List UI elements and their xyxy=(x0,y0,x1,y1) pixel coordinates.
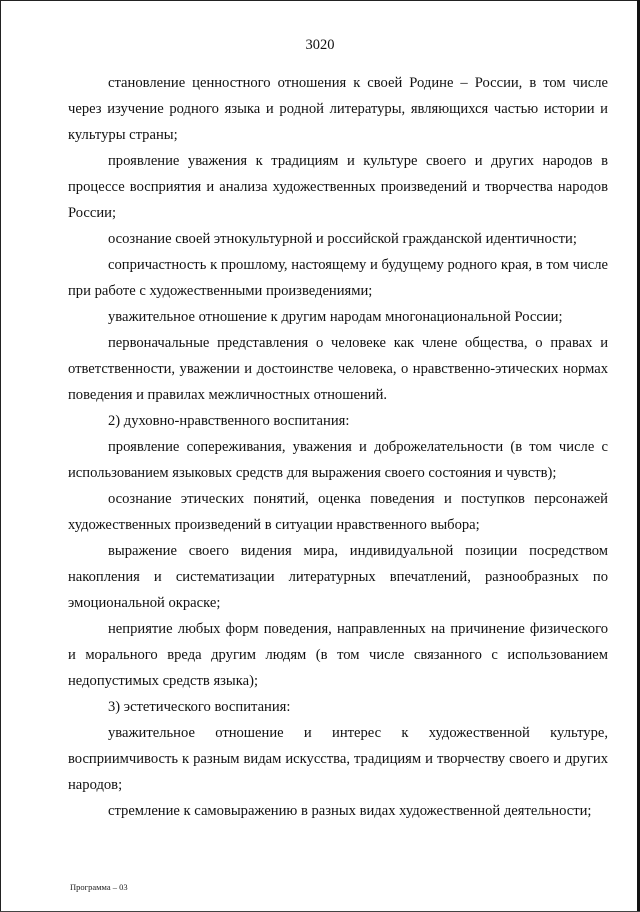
paragraph: уважительное отношение и интерес к художественной культуре, восприимчивость к разным видам искусства, традициям и творчеству своего и других народов; xyxy=(68,725,608,793)
paragraph: становление ценностного отношения к своей Родине – России, в том числе через изучение родного языка и родной литературы, являющихся частью истории и культуры страны; xyxy=(68,75,608,143)
paragraph: осознание своей этнокультурной и российской гражданской идентичности; xyxy=(108,231,577,247)
paragraph: проявление сопереживания, уважения и доброжелательности (в том числе с использованием языковых средств для выражения своего состояния и чувств); xyxy=(68,439,608,481)
paragraph: стремление к самовыражению в разных видах художественной деятельности; xyxy=(108,803,592,819)
page-number: 3020 xyxy=(305,37,335,53)
paragraph: уважительное отношение к другим народам многонациональной России; xyxy=(108,309,563,325)
paragraph: выражение своего видения мира, индивидуальной позиции посредством накопления и систематизации литературных впечатлений, разнообразных по эмоциональной окраске; xyxy=(68,543,608,611)
page-edge-top xyxy=(0,0,640,1)
paragraph: осознание этических понятий, оценка поведения и поступков персонажей художественных произведений в ситуации нравственного выбора; xyxy=(68,491,608,533)
body-text xyxy=(68,70,608,824)
paragraph: проявление уважения к традициям и культуре своего и других народов в процессе восприятия и анализа художественных произведений и творчества народов России; xyxy=(68,153,608,221)
paragraph: первоначальные представления о человеке как члене общества, о правах и ответственности, уважении и достоинстве человека, о нравственно-этических нормах поведения и правилах межличностных отношений. xyxy=(68,335,608,403)
page-edge-left xyxy=(0,0,1,912)
section-heading: 3) эстетического воспитания: xyxy=(108,699,291,715)
paragraph: сопричастность к прошлому, настоящему и будущему родного края, в том числе при работе с художественными произведениями; xyxy=(68,257,608,299)
paragraph: неприятие любых форм поведения, направленных на причинение физического и морального вреда другим людям (в том числе связанного с использованием недопустимых средств языка); xyxy=(68,621,608,689)
section-heading: 2) духовно-нравственного воспитания: xyxy=(108,413,350,429)
footer-label: Программа – 03 xyxy=(70,882,128,892)
